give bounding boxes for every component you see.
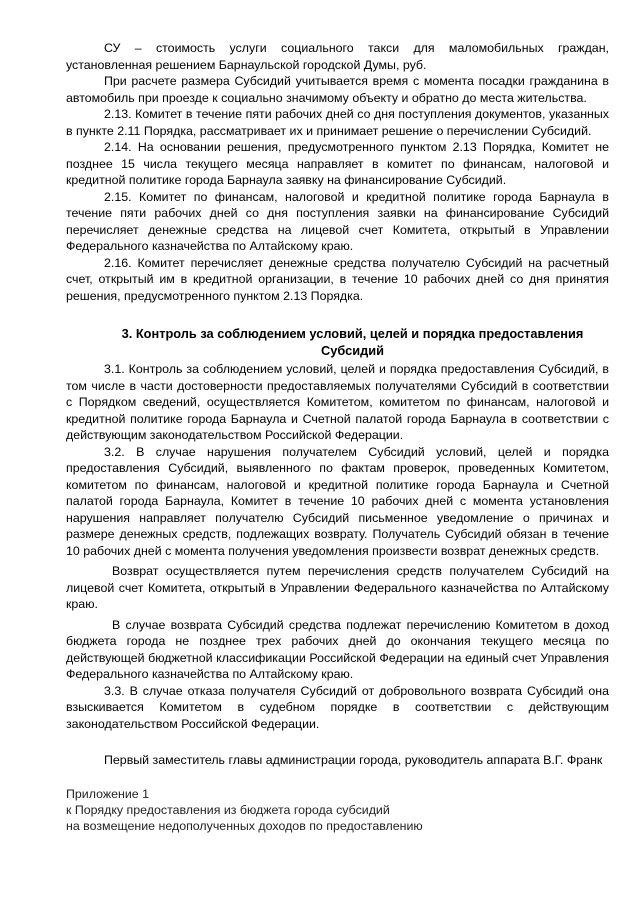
- paragraph-2-16: 2.16. Комитет перечисляет денежные средства получателю Субсидий на расчетный счет, открытый им в кредитной организации, в течение 10 рабочих дней со дня принятия решения, предусмотренного пунктом 2.13 Порядка.: [66, 255, 609, 303]
- document-page: [66, 40, 609, 834]
- paragraph-3-1: 3.1. Контроль за соблюдением условий, целей и порядка предоставления Субсидий, в том числе в части достоверности предоставляемых получателями Субсидий в соответствии с Порядком сведений, осуществляется Комитетом, комитетом по финансам, налоговой и кредитной политике города Барнаула и Счетной палатой города Барнаула в соответствии с действующим законодательством Российской Федерации.: [66, 362, 609, 442]
- appendix-line-2: к Порядку предоставления из бюджета города субсидий: [66, 802, 390, 817]
- paragraph-3-2: 3.2. В случае нарушения получателем Субсидий условий, целей и порядка предоставления Субсидий, выявленного по фактам проверок, проведенных Комитетом, комитетом по финансам, налоговой и кредитной политике города Барнаула и Счетной палатой города Барнаула, Комитет в течение 10 рабочих дней с момента установления нарушения направляет получателю Субсидий письменное уведомление о причинах и размере денежных средств, подлежащих возврату. Получатель Субсидий обязан в течение 10 рабочих дней с момента получения уведомления произвести возврат денежных средств.: [66, 444, 609, 558]
- section-3-heading: [66, 326, 609, 359]
- signature-line: Первый заместитель главы администрации города, руководитель аппарата В.Г. Франк: [104, 753, 603, 767]
- paragraph-su-definition: СУ – стоимость услуги социального такси для маломобильных граждан, установленная решением Барнаульской городской Думы, руб.: [66, 41, 609, 72]
- section-3-heading-line1: 3. Контроль за соблюдением условий, целей и порядка предоставления: [121, 326, 584, 341]
- section-3-heading-line2: Субсидий: [321, 342, 384, 358]
- paragraph-refund-method: Возврат осуществляется путем перечисления средств получателем Субсидий на лицевой счет Комитета, открытый в Управлении Федерального казначейства по Алтайскому краю.: [66, 564, 609, 611]
- appendix-line-3: на возмещение недополученных доходов по предоставлению: [66, 818, 423, 833]
- paragraph-time-calculation: При расчете размера Субсидий учитывается время с момента посадки гражданина в автомобиль при проезде к социально значимому объекту и обратно до места жительства.: [66, 74, 609, 105]
- paragraph-2-14: 2.14. На основании решения, предусмотренного пунктом 2.13 Порядка, Комитет не позднее 15 числа текущего месяца направляет в комитет по финансам, налоговой и кредитной политике города Барнаула заявку на финансирование Субсидий.: [66, 140, 609, 187]
- paragraph-refund-budget: В случае возврата Субсидий средства подлежат перечислению Комитетом в доход бюджета города не позднее трех рабочих дней до окончания текущего месяца по действующей бюджетной классификации Российской Федерации на единый счет Управления Федерального казначейства по Алтайскому краю.: [66, 617, 609, 681]
- paragraph-3-3: 3.3. В случае отказа получателя Субсидий от добровольного возврата Субсидий она взыскивается Комитетом в судебном порядке в соответствии с действующим законодательством Российской Федерации.: [66, 683, 609, 731]
- paragraph-2-13: 2.13. Комитет в течение пяти рабочих дней со дня поступления документов, указанных в пункте 2.11 Порядка, рассматривает их и принимает решение о перечислении Субсидий.: [66, 107, 609, 138]
- appendix-line-1: Приложение 1: [66, 786, 150, 801]
- appendix-header: [66, 786, 609, 834]
- paragraph-2-15: 2.15. Комитет по финансам, налоговой и кредитной политике города Барнаула в течение пяти рабочих дней со дня поступления заявки на финансирование Субсидий перечисляет денежные средства на лицевой счет Комитета, открытый в Управлении Федерального казначейства по Алтайскому краю.: [66, 189, 609, 253]
